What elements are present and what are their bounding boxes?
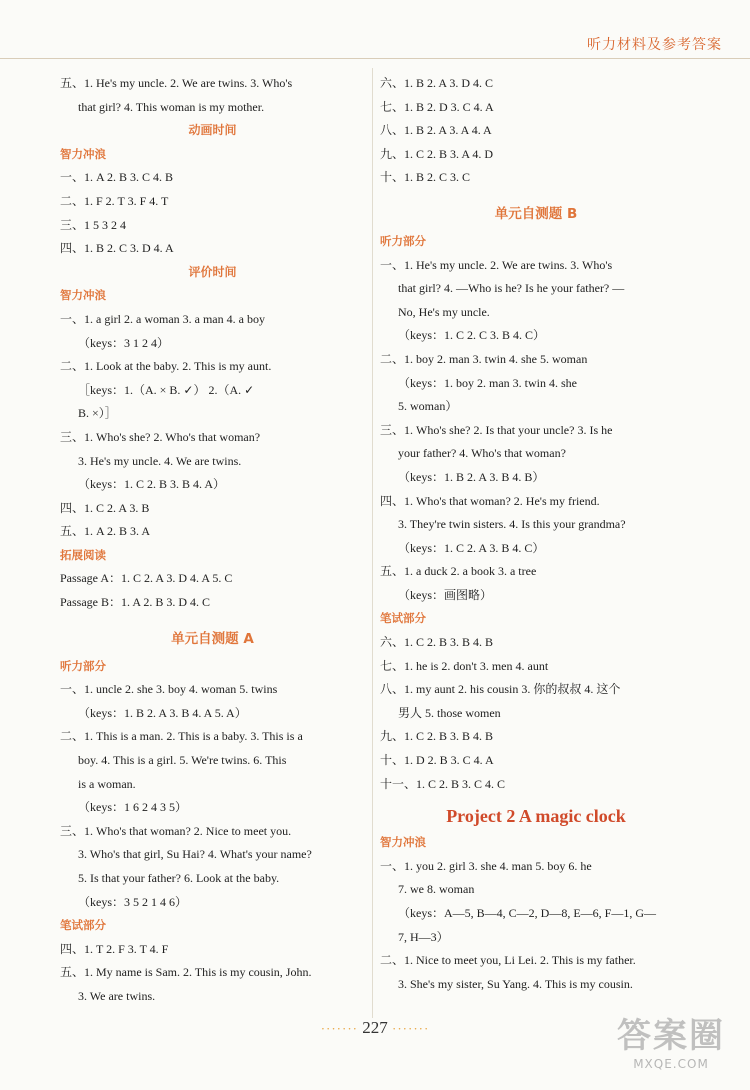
answer-line: 三、1 5 3 2 4 bbox=[60, 217, 127, 232]
answer-line: Passage B：1. A 2. B 3. D 4. C bbox=[60, 595, 211, 610]
answer-line: is a woman. bbox=[78, 776, 136, 791]
section-heading: 单元自测题 B bbox=[494, 205, 578, 222]
answer-line: 3. He's my uncle. 4. We are twins. bbox=[78, 453, 242, 468]
answer-line: 五、1. a duck 2. a book 3. a tree bbox=[380, 564, 537, 579]
answer-line: 7, H—3） bbox=[398, 929, 449, 944]
section-heading: 笔试部分 bbox=[380, 611, 426, 626]
answer-line: 四、1. C 2. A 3. B bbox=[60, 500, 150, 515]
watermark-logo bbox=[606, 1008, 736, 1080]
answer-line: 三、1. Who's she? 2. Who's that woman? bbox=[60, 429, 261, 444]
answer-line: （keys：A—5, B—4, C—2, D—8, E—6, F—1, G— bbox=[398, 906, 657, 920]
answer-line: that girl? 4. This woman is my mother. bbox=[78, 99, 265, 114]
section-heading: 动画时间 bbox=[188, 123, 237, 138]
answer-line: （keys：3 5 2 1 4 6） bbox=[78, 894, 187, 909]
right-column bbox=[380, 72, 692, 996]
section-heading: 智力冲浪 bbox=[60, 288, 106, 303]
answer-line: 三、1. Who's that woman? 2. Nice to meet you. bbox=[60, 823, 292, 838]
answer-line: 五、1. A 2. B 3. A bbox=[60, 524, 151, 539]
answer-line: 一、1. He's my uncle. 2. We are twins. 3. Who's bbox=[380, 257, 613, 272]
answer-line: 7. we 8. woman bbox=[398, 882, 475, 897]
answer-line: No, He's my uncle. bbox=[398, 304, 490, 319]
answer-line: 二、1. boy 2. man 3. twin 4. she 5. woman bbox=[380, 351, 588, 366]
answer-line: 四、1. T 2. F 3. T 4. F bbox=[60, 941, 169, 956]
watermark-logo-text: 答案圈 bbox=[617, 1016, 725, 1056]
answer-line: （keys：1. B 2. A 3. B 4. A 5. A） bbox=[78, 705, 247, 720]
answer-line: boy. 4. This is a girl. 5. We're twins. 6. This bbox=[78, 753, 287, 768]
section-heading: 评价时间 bbox=[188, 264, 237, 279]
section-heading: 听力部分 bbox=[380, 233, 426, 248]
answer-line: （keys：1. C 2. C 3. B 4. C） bbox=[398, 328, 546, 343]
answer-line: 3. We are twins. bbox=[78, 988, 156, 1003]
section-heading: 单元自测题 A bbox=[171, 630, 254, 647]
header-rule bbox=[0, 58, 750, 59]
answer-line: 一、1. A 2. B 3. C 4. B bbox=[60, 170, 174, 185]
page-number: 227 bbox=[362, 1018, 388, 1037]
answer-line: 男人 5. those women bbox=[398, 705, 501, 720]
section-heading: 笔试部分 bbox=[60, 918, 106, 933]
left-column bbox=[60, 72, 365, 1009]
answer-line: Passage A：1. C 2. A 3. D 4. A 5. C bbox=[60, 571, 233, 586]
answer-line: （keys：1. C 2. B 3. B 4. A） bbox=[78, 477, 226, 492]
answer-line: （keys：1. B 2. A 3. B 4. B） bbox=[398, 469, 545, 484]
answer-line: 四、1. Who's that woman? 2. He's my friend. bbox=[380, 493, 600, 508]
answer-line: 八、1. my aunt 2. his cousin 3. 你的叔叔 4. 这个 bbox=[380, 682, 621, 697]
answer-line: 十一、1. C 2. B 3. C 4. C bbox=[380, 776, 506, 791]
answer-line: 一、1. uncle 2. she 3. boy 4. woman 5. twins bbox=[60, 682, 278, 697]
answer-line: 七、1. B 2. D 3. C 4. A bbox=[380, 99, 494, 114]
section-heading: 智力冲浪 bbox=[380, 835, 426, 850]
footer-dots-left: ······· bbox=[320, 1021, 358, 1036]
answer-line: that girl? 4. —Who is he? Is he your father? — bbox=[398, 281, 625, 296]
answer-line: 3. They're twin sisters. 4. Is this your grandma? bbox=[398, 517, 626, 532]
answer-line: 二、1. Look at the baby. 2. This is my aunt. bbox=[60, 359, 272, 374]
answer-line: （keys：3 1 2 4） bbox=[78, 335, 169, 350]
watermark-url: MXQE.COM bbox=[633, 1057, 709, 1071]
footer-dots-right: ······· bbox=[392, 1021, 430, 1036]
answer-line: （keys：画图略） bbox=[398, 587, 492, 602]
answer-line: B. ×）］ bbox=[78, 406, 117, 421]
answer-line: your father? 4. Who's that woman? bbox=[398, 446, 566, 461]
answer-line: 九、1. C 2. B 3. A 4. D bbox=[380, 146, 494, 161]
answer-line: 七、1. he is 2. don't 3. men 4. aunt bbox=[380, 658, 549, 673]
answer-line: 五、1. My name is Sam. 2. This is my cousin, John. bbox=[60, 965, 312, 980]
section-heading: 拓展阅读 bbox=[60, 547, 106, 562]
answer-line: 十、1. D 2. B 3. C 4. A bbox=[380, 753, 494, 768]
answer-line: 六、1. B 2. A 3. D 4. C bbox=[380, 76, 494, 90]
answer-line: 二、1. Nice to meet you, Li Lei. 2. This is my father. bbox=[380, 953, 636, 968]
answer-line: 一、1. a girl 2. a woman 3. a man 4. a boy bbox=[60, 311, 265, 326]
answer-line: 四、1. B 2. C 3. D 4. A bbox=[60, 241, 174, 256]
answer-line: 八、1. B 2. A 3. A 4. A bbox=[380, 123, 492, 138]
answer-line: 一、1. you 2. girl 3. she 4. man 5. boy 6. he bbox=[380, 858, 592, 873]
section-heading: 听力部分 bbox=[60, 658, 106, 673]
section-heading: 智力冲浪 bbox=[60, 146, 106, 161]
answer-line: 5. Is that your father? 6. Look at the baby. bbox=[78, 871, 280, 885]
answer-line: 3. Who's that girl, Su Hai? 4. What's your name? bbox=[78, 847, 312, 862]
section-heading: Project 2 A magic clock bbox=[446, 806, 626, 827]
answer-line: （keys：1. C 2. A 3. B 4. C） bbox=[398, 540, 545, 555]
column-divider bbox=[372, 68, 373, 1018]
answer-line: 十、1. B 2. C 3. C bbox=[380, 170, 471, 185]
answer-line: 5. woman） bbox=[398, 399, 458, 414]
answer-line: 六、1. C 2. B 3. B 4. B bbox=[380, 635, 494, 650]
answer-line: 二、1. F 2. T 3. F 4. T bbox=[60, 193, 169, 208]
answer-line: （keys：1. boy 2. man 3. twin 4. she bbox=[398, 375, 577, 390]
answer-line: 二、1. This is a man. 2. This is a baby. 3. This is a bbox=[60, 729, 303, 744]
answer-line: 九、1. C 2. B 3. B 4. B bbox=[380, 729, 494, 744]
answer-line: 三、1. Who's she? 2. Is that your uncle? 3. Is he bbox=[380, 422, 613, 437]
page-header-title: 听力材料及参考答案 bbox=[587, 37, 722, 53]
answer-line: （keys：1 6 2 4 3 5） bbox=[78, 800, 187, 815]
answer-line: ［keys：1.（A. × B. ✓） 2.（A. ✓ bbox=[78, 382, 255, 397]
answer-line: 五、1. He's my uncle. 2. We are twins. 3. Who's bbox=[60, 76, 293, 90]
answer-line: 3. She's my sister, Su Yang. 4. This is my cousin. bbox=[398, 976, 633, 991]
